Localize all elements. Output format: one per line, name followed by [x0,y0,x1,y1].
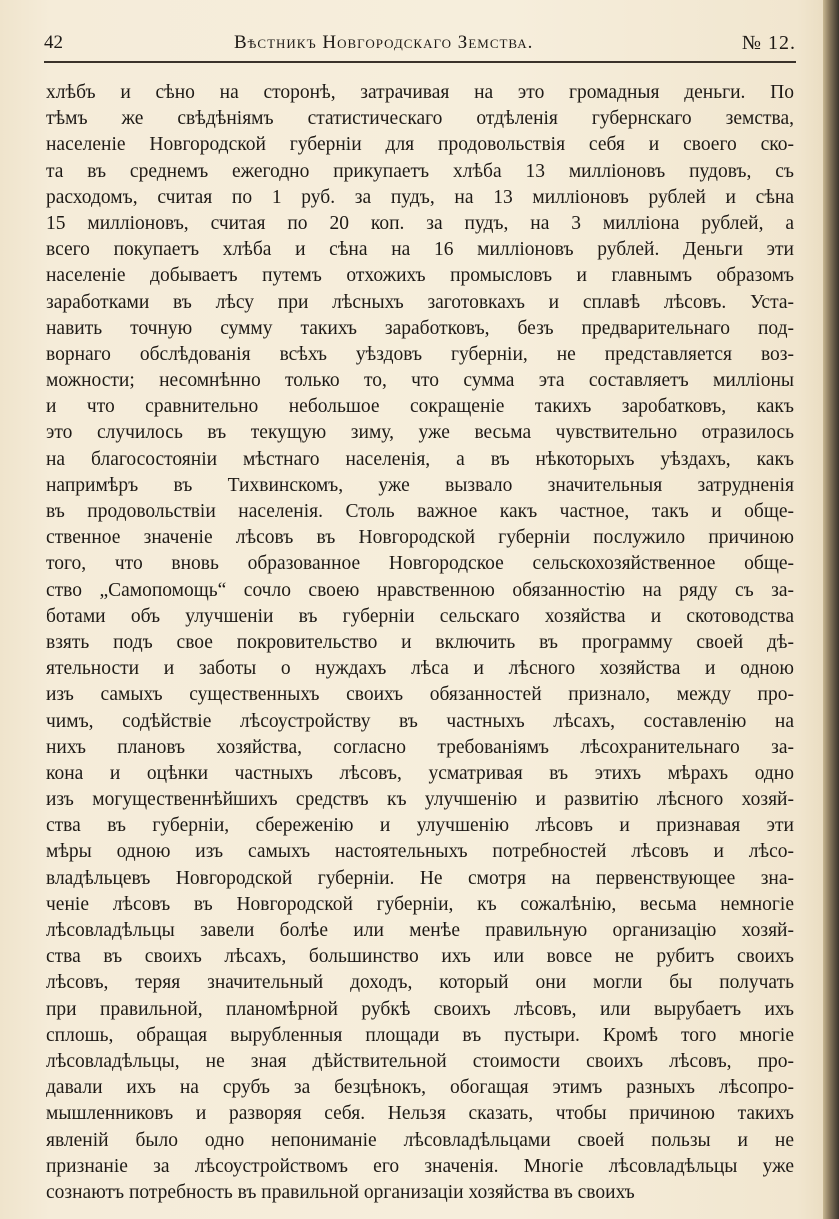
issue-number: № 12. [741,32,796,54]
text-line: всего покупаетъ хлѣба и сѣна на 16 милліоновъ рублей. Деньги эти [46,239,794,261]
text-line: тѣмъ же свѣдѣніямъ статистическаго отдѣленія губернскаго земства, [46,108,794,130]
page-number: 42 [44,32,63,53]
book-spine-edge [823,0,839,1219]
text-line: заработками въ лѣсу при лѣсныхъ заготовкахъ и сплавѣ лѣсовъ. Уста- [46,291,794,313]
text-line: населеніе Новгородской губерніи для продовольствія себя и своего ско- [46,134,794,156]
text-line: чимъ, содѣйствіе лѣсоустройству въ частныхъ лѣсахъ, составленію на [46,710,794,732]
page-header [44,26,796,66]
text-line: кона и оцѣнки частныхъ лѣсовъ, усматривая въ этихъ мѣрахъ одно [46,762,794,784]
article-text [46,80,794,1206]
text-line: ственное значеніе лѣсовъ въ Новгородской губерніи послужило причиною [46,527,794,549]
text-line: мышленниковъ и разворяя себя. Нельзя сказать, чтобы причиною такихъ [46,1103,794,1125]
header-rule [44,61,796,63]
text-line: взять подъ свое покровительство и включить въ программу своей дѣ- [46,631,794,653]
text-line: ства въ губерніи, сбереженію и улучшенію лѣсовъ и признавая эти [46,815,794,837]
running-title: Вѣстникъ Новгородскаго Земства. [234,32,534,53]
text-line: населеніе добываетъ путемъ отхожихъ промысловъ и главнымъ образомъ [46,265,794,287]
text-line: владѣльцевъ Новгородской губерніи. Не смотря на первенствующее зна- [46,867,794,889]
text-line: мѣры одною изъ самыхъ настоятельныхъ потребностей лѣсовъ и лѣсо- [46,841,794,863]
text-line: сплошь, обращая вырубленныя площади въ пустыри. Кромѣ того многіе [46,1024,794,1046]
text-line: при правильной, планомѣрной рубкѣ своихъ лѣсовъ, или вырубаетъ ихъ [46,998,794,1020]
text-line: изъ самыхъ существенныхъ своихъ обязанностей признало, между про- [46,684,794,706]
text-line: это случилось въ текущую зиму, уже весьма чувствительно отразилось [46,422,794,444]
text-line: лѣсовладѣльцы, не зная дѣйствительной стоимости своихъ лѣсовъ, про- [46,1050,794,1072]
text-line: ятельности и заботы о нуждахъ лѣса и лѣсного хозяйства и одною [46,658,794,680]
text-line: изъ могущественнѣйшихъ средствъ къ улучшенію и развитію лѣсного хозяй- [46,789,794,811]
text-line: 15 милліоновъ, считая по 20 коп. за пудъ, на 3 милліона рублей, а [46,212,794,234]
text-line: въ продовольствіи населенія. Столь важное какъ частное, такъ и обще- [46,501,794,522]
text-line: та въ среднемъ ежегодно прикупаетъ хлѣба 13 милліоновъ пудовъ, съ [46,160,794,182]
text-line: напримѣръ въ Тихвинскомъ, уже вызвало значительныя затрудненія [46,474,794,496]
text-line: ворнаго обслѣдованія всѣхъ уѣздовъ губерніи, не представляется воз- [46,343,794,365]
text-line: расходомъ, считая по 1 руб. за пудъ, на 13 милліоновъ рублей и сѣна [46,186,794,208]
text-line: на благосостояніи мѣстнаго населенія, а въ нѣкоторыхъ уѣздахъ, какъ [46,448,794,470]
text-line: лѣсовъ, теряя значительный доходъ, который они могли бы получать [46,972,794,994]
text-line: ство „Самопомощь“ сочло своею нравственною обязанностію на ряду съ за- [46,579,794,601]
text-line: явленій было одно непониманіе лѣсовладѣльцами своей пользы и не [46,1129,794,1151]
text-line: сознаютъ потребность въ правильной организаціи хозяйства въ своихъ [46,1181,635,1203]
text-line: давали ихъ на срубъ за безцѣнокъ, обогащая этимъ разныхъ лѣсопро- [46,1077,794,1099]
text-line: навить точную сумму такихъ заработковъ, безъ предварительнаго под- [46,317,794,339]
text-line: ства въ своихъ лѣсахъ, большинство ихъ или вовсе не рубитъ своихъ [46,946,794,968]
text-line: можности; несомнѣнно только то, что сумма эта составляетъ милліоны [46,370,794,392]
text-line: признаніе за лѣсоустройствомъ его значенія. Многіе лѣсовладѣльцы уже [46,1155,794,1177]
text-line: нихъ плановъ хозяйства, согласно требованіямъ лѣсохранительнаго за- [46,736,794,758]
text-line: лѣсовладѣльцы завели болѣе или менѣе правильную организацію хозяй- [46,920,794,941]
text-line: и что сравнительно небольшое сокращеніе такихъ заробатковъ, какъ [46,396,794,418]
text-line: хлѣбъ и сѣно на сторонѣ, затрачивая на это громадныя деньги. По [46,82,794,103]
text-line: того, что вновь образованное Новгородское сельскохозяйственное обще- [46,553,794,575]
text-line: ботами объ улучшеніи въ губерніи сельскаго хозяйства и скотоводства [46,605,794,627]
text-line: ченіе лѣсовъ въ Новгородской губерніи, къ сожалѣнію, весьма немногіе [46,893,794,915]
